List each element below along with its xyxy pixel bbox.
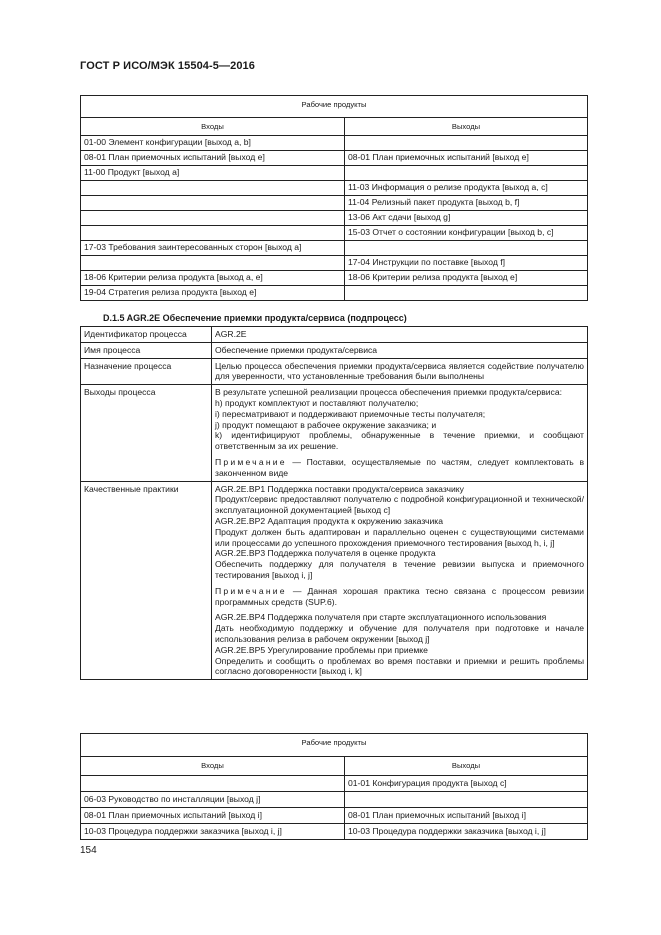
output-cell: 01-01 Конфигурация продукта [выход c]	[345, 776, 588, 792]
note-word: Примечание	[215, 585, 287, 596]
table-row	[81, 808, 588, 824]
practices-block	[215, 484, 584, 581]
document-header: ГОСТ Р ИСО/МЭК 15504-5—2016	[80, 60, 255, 72]
output-item: k) идентифицируют проблемы, обнаруженные в течение приемки, и сообщают ответственным за их решение.	[215, 430, 584, 452]
process-practices-label: Качественные практики	[81, 481, 212, 680]
input-cell: 18-06 Критерии релиза продукта [выход a, e]	[81, 271, 345, 286]
process-practices-value	[212, 481, 588, 680]
output-cell: 13-06 Акт сдачи [выход g]	[345, 211, 588, 226]
output-cell: 11-04 Релизный пакет продукта [выход b, f]	[345, 196, 588, 211]
input-cell: 06-03 Руководство по инсталляции [выход j]	[81, 792, 345, 808]
practice-title: AGR.2E.BP2 Адаптация продукта к окружению заказчика	[215, 515, 443, 526]
output-cell: 08-01 План приемочных испытаний [выход i]	[345, 808, 588, 824]
input-cell	[81, 196, 345, 211]
output-cell: 11-03 Информация о релизе продукта [выход a, c]	[345, 181, 588, 196]
table-row	[81, 286, 588, 301]
table-row	[81, 342, 588, 358]
output-cell: 15-03 Отчет о состоянии конфигурации [выход b, c]	[345, 226, 588, 241]
column-header-outputs: Выходы	[345, 118, 588, 136]
input-cell	[81, 226, 345, 241]
practices-note	[215, 586, 584, 608]
process-outputs-value	[212, 385, 588, 481]
column-header-inputs: Входы	[81, 757, 345, 776]
process-purpose-label: Назначение процесса	[81, 358, 212, 385]
process-name-value: Обеспечение приемки продукта/сервиса	[212, 342, 588, 358]
table-row	[81, 385, 588, 481]
input-cell	[81, 181, 345, 196]
process-outputs-label: Выходы процесса	[81, 385, 212, 481]
output-cell: 17-04 Инструкции по поставке [выход f]	[345, 256, 588, 271]
note-text: — Поставки, осуществляемые по частям, следует комплектовать в законченном виде	[215, 456, 585, 478]
table-caption: Рабочие продукты	[81, 734, 588, 757]
table-row	[81, 181, 588, 196]
practice-title: AGR.2E.BP1 Поддержка поставки продукта/сервиса заказчику	[215, 483, 464, 494]
output-cell: 18-06 Критерии релиза продукта [выход e]	[345, 271, 588, 286]
practices-block	[215, 612, 584, 677]
page-number: 154	[80, 845, 97, 856]
outputs-intro: В результате успешной реализации процесса обеспечения приемки продукта/сервиса:	[215, 387, 563, 398]
input-cell: 17-03 Требования заинтересованных сторон [выход a]	[81, 241, 345, 256]
work-products-table-2	[80, 733, 588, 840]
table-row	[81, 256, 588, 271]
table-row	[81, 358, 588, 385]
table-row	[81, 151, 588, 166]
practice-title: AGR.2E.BP4 Поддержка получателя при старте эксплуатационного использования	[215, 612, 547, 623]
process-table	[80, 326, 588, 680]
practice-title: AGR.2E.BP5 Урегулирование проблемы при приемке	[215, 644, 428, 655]
table-row	[81, 196, 588, 211]
input-cell: 19-04 Стратегия релиза продукта [выход e]	[81, 286, 345, 301]
note-text: — Данная хорошая практика тесно связана с процессом ревизии программных средств (SUP.6).	[215, 585, 584, 607]
input-cell	[81, 776, 345, 792]
table-row	[81, 271, 588, 286]
outputs-list	[215, 387, 584, 452]
output-item: h) продукт комплектуют и поставляют получателю;	[215, 397, 419, 408]
input-cell: 08-01 План приемочных испытаний [выход i]	[81, 808, 345, 824]
table-row	[81, 327, 588, 343]
practice-title: AGR.2E.BP3 Поддержка получателя в оценке продукта	[215, 548, 436, 559]
table-row	[81, 166, 588, 181]
input-cell: 08-01 План приемочных испытаний [выход e]	[81, 151, 345, 166]
table-row	[81, 136, 588, 151]
output-item: i) пересматривают и поддерживают приемочные тесты получателя;	[215, 408, 486, 419]
table-row	[81, 776, 588, 792]
table-row	[81, 211, 588, 226]
table-row	[81, 241, 588, 256]
outputs-note	[215, 457, 584, 479]
table-row	[81, 824, 588, 840]
output-cell	[345, 166, 588, 181]
output-cell	[345, 241, 588, 256]
input-cell	[81, 256, 345, 271]
output-cell: 10-03 Процедура поддержки заказчика [выход i, j]	[345, 824, 588, 840]
output-cell	[345, 136, 588, 151]
output-cell: 08-01 План приемочных испытаний [выход e]	[345, 151, 588, 166]
process-name-label: Имя процесса	[81, 342, 212, 358]
process-id-label: Идентификатор процесса	[81, 327, 212, 343]
process-purpose-value: Целью процесса обеспечения приемки продукта/сервиса является содействие получателю для уверенности, что установленные требования были выполнены	[212, 358, 588, 385]
output-cell	[345, 286, 588, 301]
table-row	[81, 481, 588, 680]
input-cell: 11-00 Продукт [выход a]	[81, 166, 345, 181]
practice-text: Обеспечить поддержку для получателя в течение ревизии выпуска и приемочного тестирования [выход i, j]	[215, 559, 584, 580]
column-header-inputs: Входы	[81, 118, 345, 136]
input-cell	[81, 211, 345, 226]
table-row	[81, 226, 588, 241]
note-word: Примечание	[215, 456, 287, 467]
output-cell	[345, 792, 588, 808]
table-row	[81, 792, 588, 808]
process-id-value: AGR.2E	[212, 327, 588, 343]
input-cell: 10-03 Процедура поддержки заказчика [выход i, j]	[81, 824, 345, 840]
practice-text: Продукт должен быть адаптирован и параллельно оценен с существующими системами или процессами до успешного прохождения приемочного тестирования [выход h, i, j]	[215, 526, 584, 548]
input-cell: 01-00 Элемент конфигурации [выход a, b]	[81, 136, 345, 151]
column-header-outputs: Выходы	[345, 757, 588, 776]
practice-text: Продукт/сервис предоставляют получателю с подробной конфигурационной и технической/эксплуатационной документацией [выход c]	[215, 494, 584, 516]
output-item: j) продукт помещают в рабочее окружение заказчика; и	[215, 419, 437, 430]
practice-text: Определить и сообщить о проблемах во время поставки и приемки и решить проблемы согласно договоренности [выход i, k]	[215, 655, 584, 677]
work-products-table-1	[80, 95, 588, 301]
section-title: D.1.5 AGR.2E Обеспечение приемки продукта/сервиса (подпроцесс)	[103, 313, 407, 323]
practice-text: Дать необходимую поддержку и обучение для получателя при подготовке и начале использования релиза в рабочем окружении [выход j]	[215, 623, 584, 644]
table-caption: Рабочие продукты	[81, 96, 588, 118]
